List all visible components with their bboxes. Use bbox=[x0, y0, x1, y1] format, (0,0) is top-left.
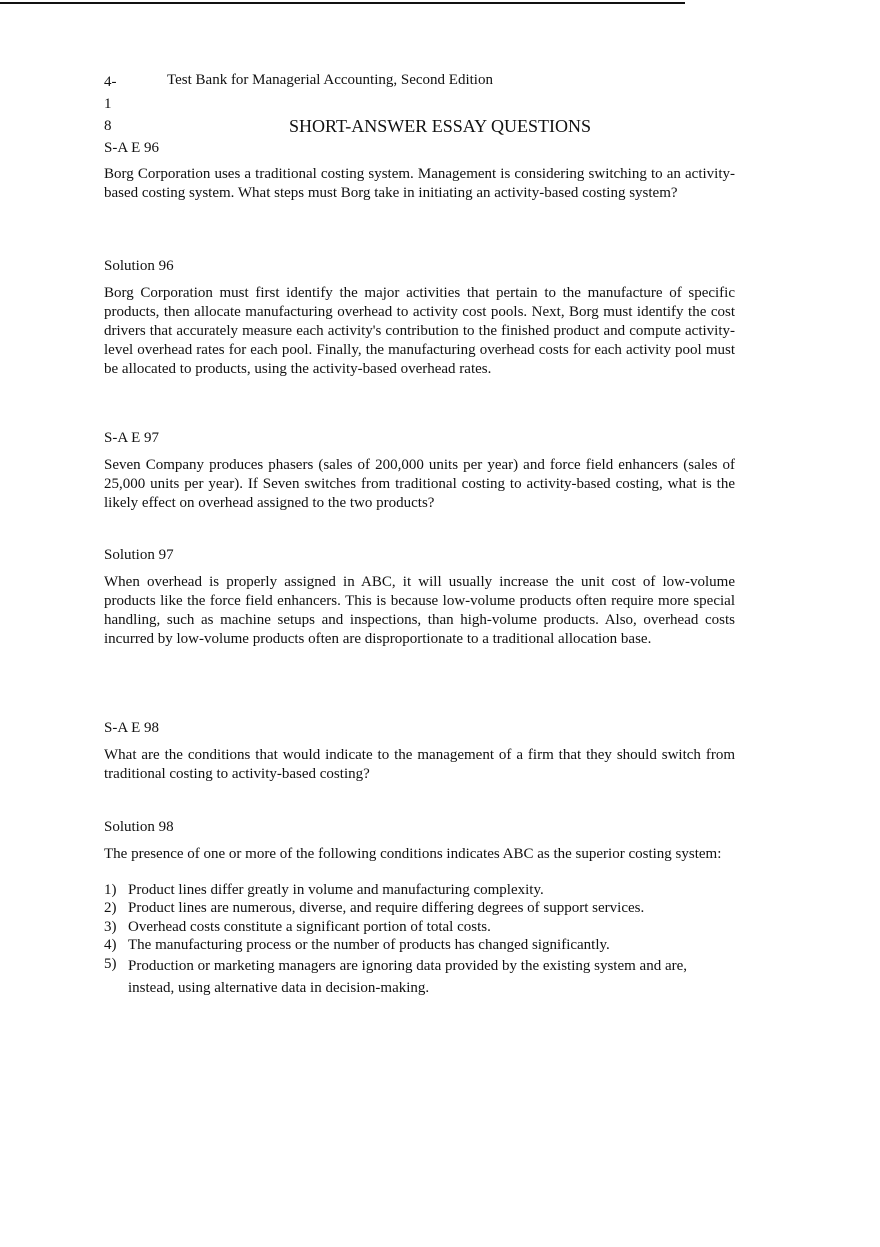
list-item-number: 2) bbox=[104, 900, 117, 917]
list-item bbox=[104, 936, 735, 954]
list-item-text: Product lines are numerous, diverse, and require differing degrees of support services. bbox=[128, 900, 645, 917]
list-item-number: 1) bbox=[104, 882, 117, 898]
list-item-number: 4) bbox=[104, 937, 117, 954]
list-item bbox=[104, 955, 735, 999]
question-text: Seven Company produces phasers (sales of 200,000 units per year) and force field enhancers (sales of 25,000 units per year). If Seven switches from traditional costing to activity-based costing, what is the likely effect on overhead assigned to the two products? bbox=[104, 457, 735, 511]
list-item-number: 3) bbox=[104, 918, 117, 935]
list-item-text: Overhead costs constitute a significant portion of total costs. bbox=[128, 918, 491, 935]
book-title: Test Bank for Managerial Accounting, Second Edition bbox=[167, 72, 493, 88]
solution-text: Borg Corporation must first identify the major activities that pertain to the manufacture of specific products, then allocate manufacturing overhead to activity cost pools. Next, Borg must identify the cost drivers that accurately measure each activity's contribution to the finished product and compute activity-level overhead rates for each pool. Finally, the manufacturing overhead costs for each activity pool must be allocated to products, using the activity-based overhead rates. bbox=[104, 285, 735, 377]
question-id: S-A E 96 bbox=[104, 140, 160, 156]
page-number-line: 4- bbox=[104, 74, 117, 90]
list-item bbox=[104, 918, 735, 936]
list-item bbox=[104, 899, 735, 917]
page-number-line: 1 bbox=[104, 96, 112, 112]
list-item-number: 5) bbox=[104, 955, 117, 972]
question-text: What are the conditions that would indicate to the management of a firm that they should switch from traditional costing to activity-based costing? bbox=[104, 747, 735, 782]
section-title bbox=[0, 115, 880, 137]
list-item-text: Production or marketing managers are ignoring data provided by the existing system and are, instead, using alternative data in decision-making. bbox=[128, 957, 688, 996]
list-item-text: The manufacturing process or the number of products has changed significantly. bbox=[128, 937, 610, 954]
question-text: Borg Corporation uses a traditional costing system. Management is considering switching to an activity-based costing system. What steps must Borg take in initiating an activity-based costing system? bbox=[104, 166, 735, 201]
question-id: S-A E 98 bbox=[104, 720, 160, 736]
question-id: S-A E 97 bbox=[104, 430, 160, 446]
solution-label: Solution 97 bbox=[104, 547, 174, 563]
solution-text: When overhead is properly assigned in ABC, it will usually increase the unit cost of low-volume products like the force field enhancers. This is because low-volume products often require more special handling, such as machine setups and inspections, than high-volume products. Also, overhead costs incurred by low-volume products often are disproportionate to a traditional allocation base. bbox=[104, 574, 735, 647]
list-item bbox=[104, 881, 735, 899]
solution-text: The presence of one or more of the following conditions indicates ABC as the superior costing system: bbox=[104, 846, 722, 862]
conditions-list bbox=[104, 881, 735, 999]
list-item-text: Product lines differ greatly in volume and manufacturing complexity. bbox=[128, 882, 544, 898]
section-title-text: SHORT-ANSWER ESSAY QUESTIONS bbox=[289, 116, 591, 136]
solution-label: Solution 96 bbox=[104, 258, 174, 274]
page-number-line: 8 bbox=[104, 118, 112, 134]
top-rule bbox=[0, 2, 685, 4]
solution-label: Solution 98 bbox=[104, 819, 174, 835]
